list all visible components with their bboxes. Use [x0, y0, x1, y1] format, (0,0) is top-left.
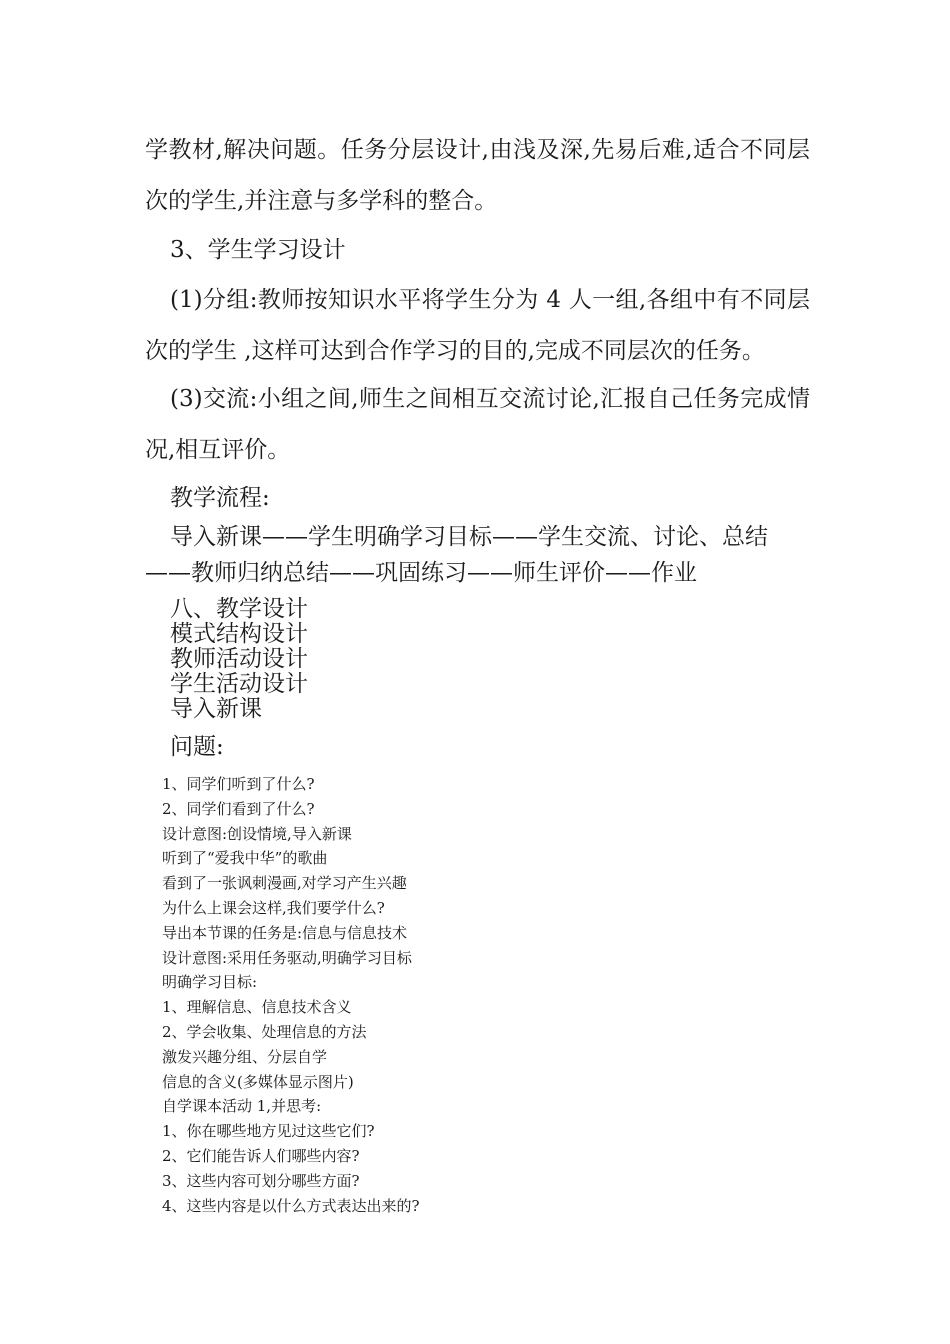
- list-item: 自学课本活动 1,并思考:: [162, 1097, 322, 1116]
- list-item: 导出本节课的任务是:信息与信息技术: [162, 923, 408, 942]
- design-list-item: 学生活动设计: [170, 671, 308, 697]
- design-list-item: 导入新课: [170, 696, 262, 722]
- list-item: 听到了“爱我中华”的歌曲: [162, 849, 328, 868]
- list-item: 设计意图:采用任务驱动,明确学习目标: [162, 948, 412, 967]
- list-item: 1、你在哪些地方见过这些它们?: [162, 1122, 375, 1141]
- list-item: 3、这些内容可划分哪些方面?: [162, 1171, 360, 1190]
- design-list-item: 模式结构设计: [170, 621, 308, 647]
- list-item: 4、这些内容是以什么方式表达出来的?: [162, 1196, 420, 1215]
- design-list-item: 教师活动设计: [170, 646, 308, 672]
- teaching-flow-title: 教学流程:: [170, 485, 270, 511]
- paragraph-grouping: (1)分组:教师按知识水平将学生分为 4 人一组,各组中有不同层次的学生 ,这样可达到合作学习的目的,完成不同层次的任务。: [145, 287, 810, 364]
- list-item: 看到了一张讽刺漫画,对学习产生兴趣: [162, 874, 407, 893]
- list-item: 明确学习目标:: [162, 973, 258, 992]
- paragraph-task-design: 学教材,解决问题。任务分层设计,由浅及深,先易后难,适合不同层次的学生,并注意与多学科的整合。: [145, 137, 810, 214]
- list-item: 2、它们能告诉人们哪些内容?: [162, 1146, 360, 1165]
- list-item: 设计意图:创设情境,导入新课: [162, 824, 352, 843]
- lesson-detail-list: [162, 772, 420, 1218]
- design-list-item: 八、教学设计: [170, 596, 308, 622]
- list-item: 1、理解信息、信息技术含义: [162, 998, 352, 1017]
- list-item: 信息的含义(多媒体显示图片): [162, 1072, 354, 1091]
- list-item: 为什么上课会这样,我们要学什么?: [162, 898, 385, 917]
- list-item: 1、同学们听到了什么?: [162, 775, 315, 793]
- section-heading-student-learning: 3、学生学习设计: [170, 237, 346, 263]
- question-title: 问题:: [170, 734, 224, 760]
- list-item: 2、学会收集、处理信息的方法: [162, 1022, 367, 1041]
- list-item: 激发兴趣分组、分层自学: [162, 1047, 328, 1066]
- list-item: 2、同学们看到了什么?: [162, 799, 315, 818]
- teaching-flow-text: 导入新课——学生明确学习目标——学生交流、讨论、总结——教师归纳总结——巩固练习——师生评价——作业: [145, 524, 768, 586]
- design-list: [170, 597, 308, 722]
- paragraph-communication: (3)交流:小组之间,师生之间相互交流讨论,汇报自己任务完成情况,相互评价。: [145, 386, 810, 463]
